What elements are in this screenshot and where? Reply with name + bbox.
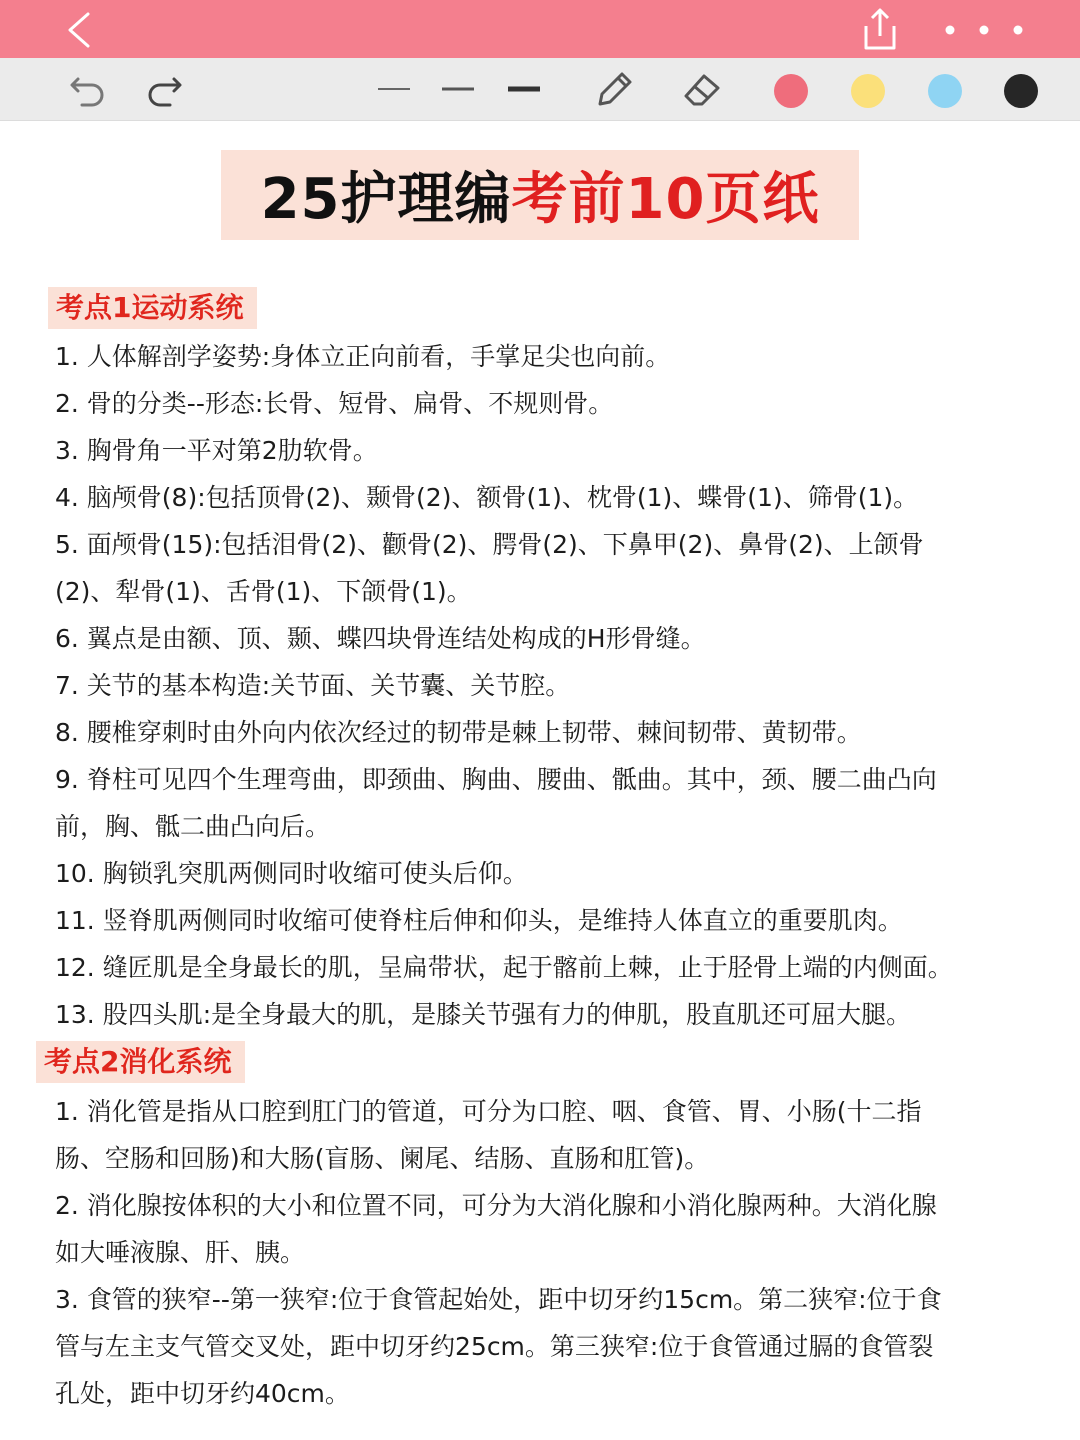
thin-line-icon[interactable] <box>372 68 416 110</box>
note-line: 2. 消化腺按体积的大小和位置不同，可分为大消化腺和小消化腺两种。大消化腺 <box>55 1191 937 1220</box>
note-line: 2. 骨的分类--形态:长骨、短骨、扁骨、不规则骨。 <box>55 389 614 418</box>
note-line: 3. 胸骨角一平对第2肋软骨。 <box>55 436 378 465</box>
pink-color-swatch[interactable] <box>774 74 808 108</box>
note-line: 前，胸、骶二曲凸向后。 <box>55 812 331 841</box>
share-icon[interactable] <box>858 6 902 52</box>
yellow-color-swatch[interactable] <box>851 74 885 108</box>
note-line: 如大唾液腺、肝、胰。 <box>55 1238 306 1267</box>
section-heading: 考点2消化系统 <box>36 1041 245 1083</box>
more-icon[interactable] <box>938 22 1026 38</box>
note-line: 1. 消化管是指从口腔到肛门的管道，可分为口腔、咽、食管、胃、小肠(十二指 <box>55 1097 922 1126</box>
note-line: 7. 关节的基本构造:关节面、关节囊、关节腔。 <box>55 671 571 700</box>
note-line: 6. 翼点是由额、顶、颞、蝶四块骨连结处构成的H形骨缝。 <box>55 624 706 653</box>
title-part-1: 25护理编 <box>260 167 512 232</box>
note-line: 11. 竖脊肌两侧同时收缩可使脊柱后伸和仰头，是维持人体直立的重要肌肉。 <box>55 906 903 935</box>
note-line: 管与左主支气管交叉处，距中切牙约25cm。第三狭窄:位于食管通过膈的食管裂 <box>55 1332 934 1361</box>
back-icon[interactable] <box>60 10 100 50</box>
blue-color-swatch[interactable] <box>928 74 962 108</box>
note-line: 5. 面颅骨(15):包括泪骨(2)、颧骨(2)、腭骨(2)、下鼻甲(2)、鼻骨(2)、上颌骨 <box>55 530 924 559</box>
medium-line-icon[interactable] <box>436 68 480 110</box>
note-line: (2)、犁骨(1)、舌骨(1)、下颌骨(1)。 <box>55 577 472 606</box>
section-heading: 考点1运动系统 <box>48 287 257 329</box>
page-title <box>221 150 859 240</box>
redo-icon[interactable] <box>142 68 186 110</box>
note-line: 4. 脑颅骨(8):包括顶骨(2)、颞骨(2)、额骨(1)、枕骨(1)、蝶骨(1)、筛骨(1)。 <box>55 483 919 512</box>
note-line: 13. 股四头肌:是全身最大的肌，是膝关节强有力的伸肌，股直肌还可屈大腿。 <box>55 1000 912 1029</box>
drawing-toolbar <box>0 58 1080 121</box>
top-bar <box>0 0 1080 58</box>
black-color-swatch[interactable] <box>1004 74 1038 108</box>
note-line: 肠、空肠和回肠)和大肠(盲肠、阑尾、结肠、直肠和肛管)。 <box>55 1144 710 1173</box>
note-line: 9. 脊柱可见四个生理弯曲，即颈曲、胸曲、腰曲、骶曲。其中，颈、腰二曲凸向 <box>55 765 937 794</box>
note-line: 12. 缝匠肌是全身最长的肌，呈扁带状，起于髂前上棘，止于胫骨上端的内侧面。 <box>55 953 953 982</box>
note-line: 孔处，距中切牙约40cm。 <box>55 1379 350 1408</box>
undo-icon[interactable] <box>66 68 110 110</box>
pen-icon[interactable] <box>592 68 636 110</box>
eraser-icon[interactable] <box>680 68 724 110</box>
title-part-2: 考前10页纸 <box>511 167 820 232</box>
note-line: 1. 人体解剖学姿势:身体立正向前看，手掌足尖也向前。 <box>55 342 671 371</box>
note-line: 3. 食管的狭窄--第一狭窄:位于食管起始处，距中切牙约15cm。第二狭窄:位于食 <box>55 1285 942 1314</box>
note-line: 10. 胸锁乳突肌两侧同时收缩可使头后仰。 <box>55 859 528 888</box>
note-line: 8. 腰椎穿刺时由外向内依次经过的韧带是棘上韧带、棘间韧带、黄韧带。 <box>55 718 862 747</box>
thick-line-icon[interactable] <box>502 68 546 110</box>
